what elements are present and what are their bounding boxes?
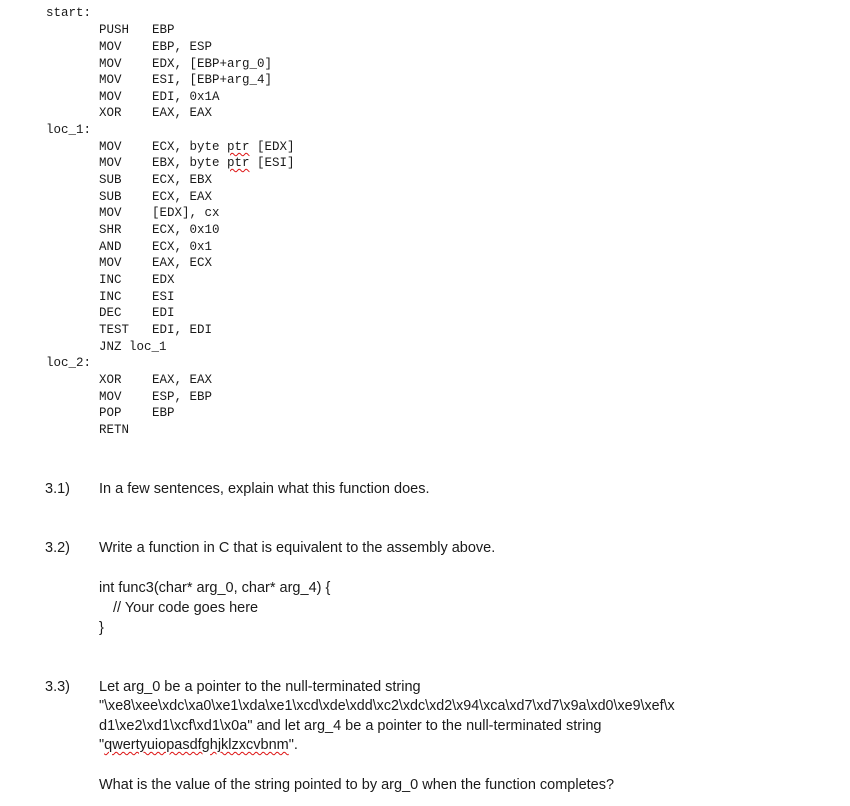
asm-operand: EBP, ESP: [152, 40, 213, 54]
asm-mnemonic: MOV: [99, 40, 122, 54]
asm-operand: EAX, ECX: [152, 256, 213, 270]
question-number: 3.3): [45, 679, 70, 695]
asm-mnemonic: MOV: [99, 73, 122, 87]
asm-mnemonic: MOV: [99, 256, 122, 270]
asm-mnemonic: MOV: [99, 390, 122, 404]
asm-mnemonic: XOR: [99, 106, 122, 120]
asm-mnemonic: TEST: [99, 323, 130, 337]
code-closing-brace: }: [99, 620, 104, 636]
asm-mnemonic: SHR: [99, 223, 122, 237]
asm-operand: ECX, 0x10: [152, 223, 220, 237]
asm-mnemonic: INC: [99, 273, 122, 287]
asm-mnemonic: RETN: [99, 423, 130, 437]
label-loc-2: loc_2:: [46, 356, 92, 370]
asm-operand: [152, 156, 295, 170]
asm-operand: EBP: [152, 23, 175, 37]
asm-operand: EDX: [152, 273, 175, 287]
asm-operand-part: ECX, byte: [152, 140, 228, 154]
asm-mnemonic: JNZ loc_1: [99, 340, 167, 354]
asm-mnemonic: MOV: [99, 57, 122, 71]
spellcheck-word: ptr: [227, 140, 250, 154]
asm-mnemonic: MOV: [99, 140, 122, 154]
question-text-line: What is the value of the string pointed to by arg_0 when the function completes?: [99, 777, 615, 793]
quote-mark: ": [99, 737, 105, 753]
question-text-line: "\xe8\xee\xdc\xa0\xe1\xda\xe1\xcd\xde\xdd\xc2\xdc\xd2\x94\xca\xd7\xd7\x9a\xd0\xe9\xef\x: [99, 698, 675, 714]
asm-mnemonic: POP: [99, 406, 122, 420]
asm-operand: ESP, EBP: [152, 390, 213, 404]
question-number: 3.2): [45, 540, 70, 556]
asm-mnemonic: DEC: [99, 306, 122, 320]
question-text-line: [99, 737, 298, 753]
asm-operand: ECX, EAX: [152, 190, 213, 204]
question-text: Write a function in C that is equivalent to the assembly above.: [99, 540, 496, 556]
asm-operand: EDI, 0x1A: [152, 90, 220, 104]
spellcheck-word: qwertyuiopasdfghjklzxcvbnm: [104, 737, 289, 753]
label-start: start:: [46, 6, 92, 20]
asm-mnemonic: MOV: [99, 90, 122, 104]
asm-operand: [EDX], cx: [152, 206, 220, 220]
asm-mnemonic: MOV: [99, 206, 122, 220]
asm-operand: ESI, [EBP+arg_4]: [152, 73, 273, 87]
asm-mnemonic: XOR: [99, 373, 122, 387]
asm-mnemonic: INC: [99, 290, 122, 304]
label-loc-1: loc_1:: [46, 123, 92, 137]
asm-operand: EAX, EAX: [152, 373, 213, 387]
quote-mark: ".: [288, 737, 298, 753]
asm-operand: ESI: [152, 290, 175, 304]
asm-mnemonic: PUSH: [99, 23, 130, 37]
asm-operand: EAX, EAX: [152, 106, 213, 120]
code-signature: int func3(char* arg_0, char* arg_4) {: [99, 580, 331, 596]
spellcheck-word: ptr: [227, 156, 250, 170]
asm-operand: [152, 140, 295, 154]
code-comment: // Your code goes here: [113, 600, 259, 616]
question-text: In a few sentences, explain what this function does.: [99, 481, 430, 497]
asm-operand: ECX, EBX: [152, 173, 213, 187]
asm-operand-part: EBX, byte: [152, 156, 228, 170]
asm-operand-part: [EDX]: [249, 140, 295, 154]
asm-mnemonic: SUB: [99, 173, 122, 187]
question-text-line: Let arg_0 be a pointer to the null-terminated string: [99, 679, 421, 695]
asm-operand: EDI, EDI: [152, 323, 213, 337]
asm-operand-part: [ESI]: [249, 156, 295, 170]
asm-operand: EDX, [EBP+arg_0]: [152, 57, 273, 71]
question-text-line: d1\xe2\xd1\xcf\xd1\x0a" and let arg_4 be a pointer to the null-terminated string: [99, 718, 602, 734]
asm-operand: EDI: [152, 306, 175, 320]
asm-mnemonic: AND: [99, 240, 122, 254]
asm-mnemonic: SUB: [99, 190, 122, 204]
question-number: 3.1): [45, 481, 70, 497]
asm-operand: EBP: [152, 406, 175, 420]
asm-mnemonic: MOV: [99, 156, 122, 170]
asm-operand: ECX, 0x1: [152, 240, 213, 254]
